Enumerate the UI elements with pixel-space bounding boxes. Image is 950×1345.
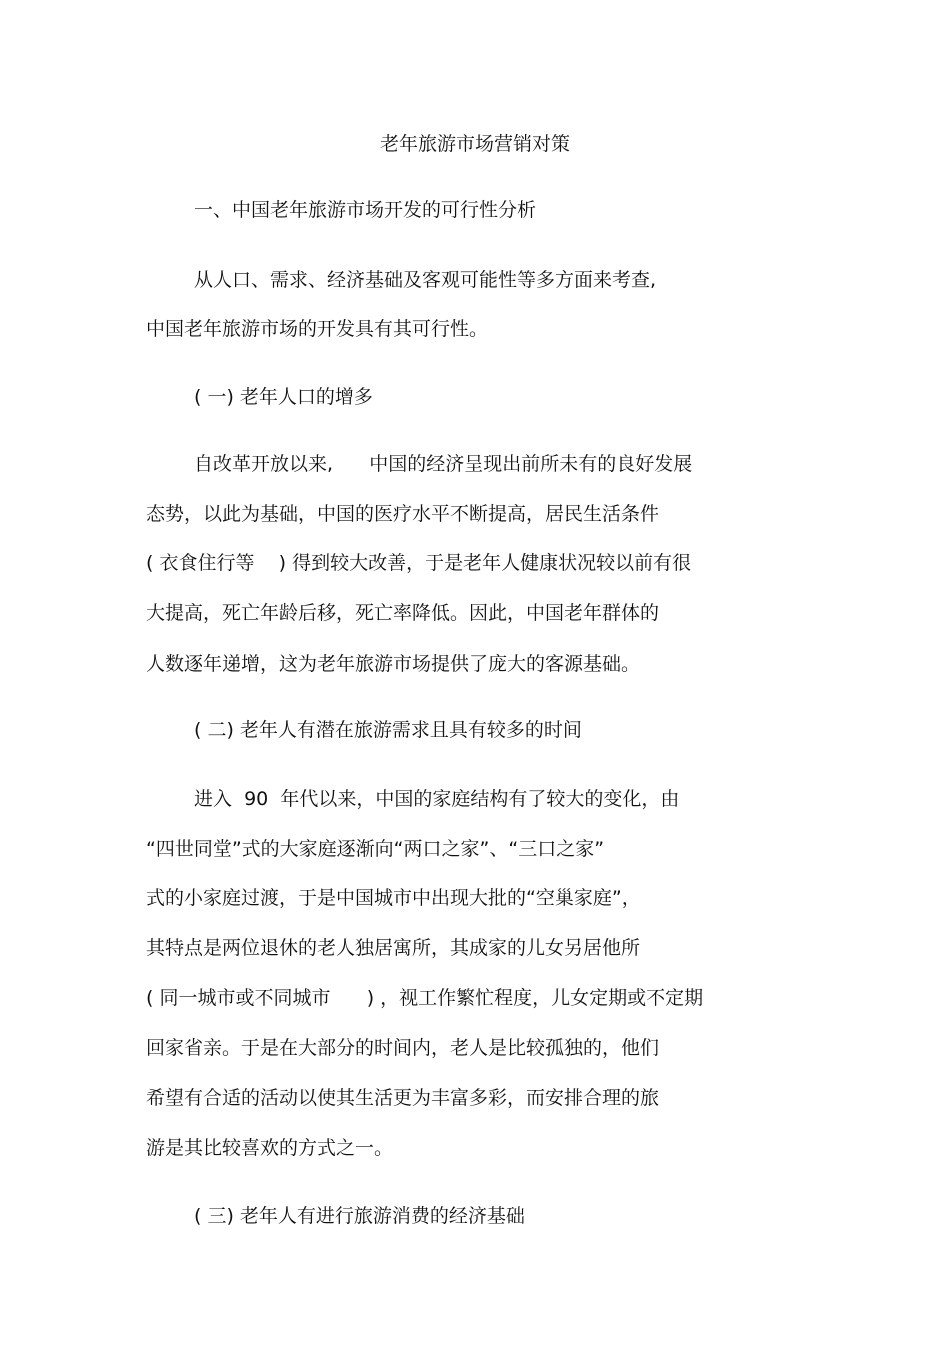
paragraph-line: 回家省亲。于是在大部分的时间内，老人是比较孤独的，他们	[146, 1037, 660, 1059]
subsection-heading: ( 三) 老年人有进行旅游消费的经济基础	[194, 1205, 525, 1227]
subsection-heading: ( 二) 老年人有潜在旅游需求且具有较多的时间	[194, 719, 582, 741]
paragraph-line: 态势，以此为基础，中国的医疗水平不断提高，居民生活条件	[146, 503, 660, 525]
paragraph-line: 式的小家庭过渡，于是中国城市中出现大批的“空巢家庭”，	[146, 887, 641, 909]
paragraph-line: 游是其比较喜欢的方式之一。	[146, 1137, 394, 1159]
paragraph-line: 进入 90 年代以来，中国的家庭结构有了较大的变化，由	[194, 788, 680, 810]
paragraph-line: 人数逐年递增，这为老年旅游市场提供了庞大的客源基础。	[146, 653, 641, 675]
paragraph-line: ( 衣食住行等 ) 得到较大改善，于是老年人健康状况较以前有很	[146, 552, 692, 574]
paragraph-line: 大提高，死亡年龄后移，死亡率降低。因此，中国老年群体的	[146, 602, 660, 624]
subsection-heading: ( 一) 老年人口的增多	[194, 386, 373, 408]
paragraph-line: 从人口、需求、经济基础及客观可能性等多方面来考查,	[194, 269, 657, 291]
paragraph-line: 其特点是两位退休的老人独居寓所，其成家的儿女另居他所	[146, 937, 641, 959]
paragraph-line: 希望有合适的活动以使其生活更为丰富多彩，而安排合理的旅	[146, 1087, 660, 1109]
paragraph-line: ( 同一城市或不同城市 ) ，视工作繁忙程度，儿女定期或不定期	[146, 987, 704, 1009]
document-title: 老年旅游市场营销对策	[379, 133, 570, 155]
paragraph-line: 自改革开放以来, 中国的经济呈现出前所未有的良好发展	[194, 453, 693, 475]
paragraph-line: 中国老年旅游市场的开发具有其可行性。	[146, 318, 489, 340]
paragraph-line: “四世同堂”式的大家庭逐渐向“两口之家”、“三口之家”	[146, 838, 605, 860]
section-heading: 一、中国老年旅游市场开发的可行性分析	[194, 199, 537, 221]
